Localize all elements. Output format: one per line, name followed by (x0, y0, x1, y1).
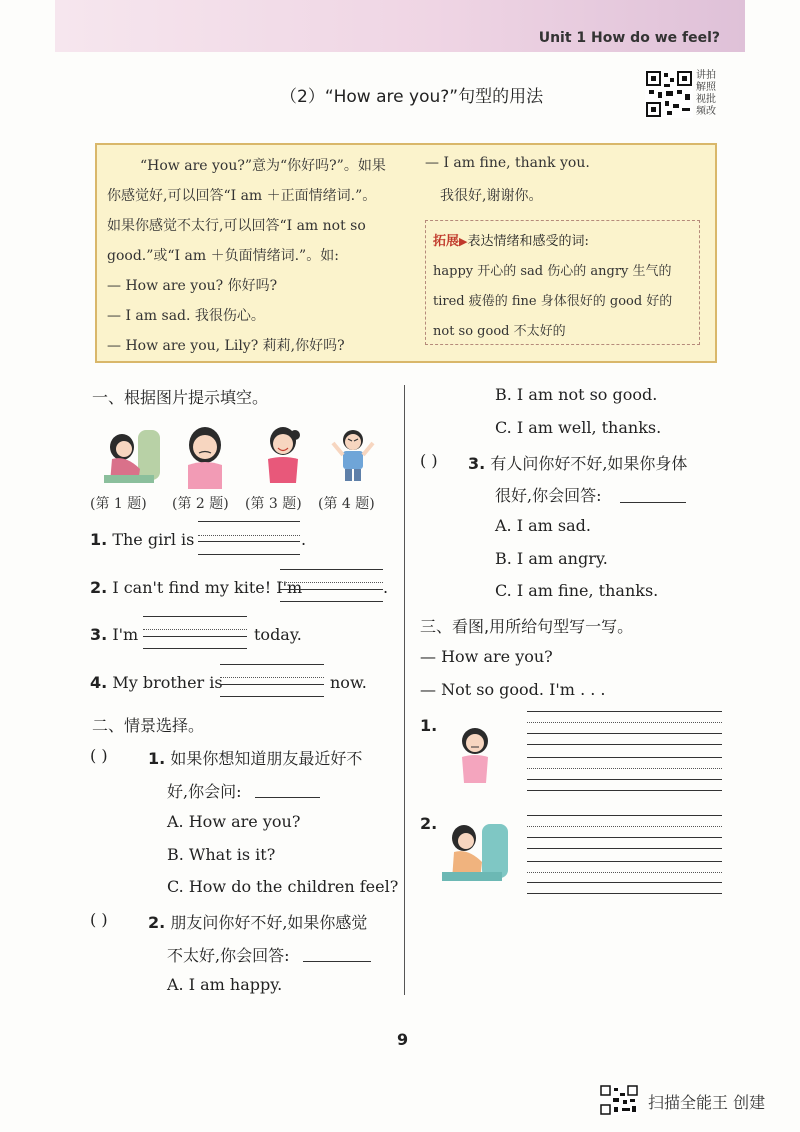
answer-line (280, 582, 383, 583)
choice-q2-stem: 2. 朋友问你好不好,如果你感觉 (148, 913, 368, 932)
page-number: 9 (397, 1030, 409, 1049)
part1-heading: 一、根据图片提示填空。 (92, 388, 269, 407)
choice-option[interactable]: A. How are you? (167, 812, 301, 831)
writing-line[interactable] (527, 779, 722, 780)
answer-line[interactable] (143, 636, 247, 637)
figure-sad-girl (180, 425, 230, 493)
answer-line (198, 521, 300, 522)
figure-happy-girl (258, 425, 308, 493)
part3-item-number: 1. (420, 716, 438, 735)
figure-girl-on-sofa (98, 425, 168, 489)
choice-q2-stem-2: 不太好,你会回答: (167, 946, 290, 965)
fill-item-2-end: . (383, 578, 389, 597)
answer-line[interactable] (303, 961, 371, 962)
writing-line (527, 744, 722, 745)
figure-angry-boy (328, 425, 378, 493)
choice-q1-stem: 1. 如果你想知道朋友最近好不 (148, 749, 363, 768)
writing-line (527, 861, 722, 862)
fill-item-2: 2. I can't find my kite! I'm (90, 578, 303, 597)
intro-line: — I am sad. 我很伤心。 (107, 308, 265, 324)
choice-option[interactable]: B. I am not so good. (495, 385, 658, 404)
intro-line: — How are you, Lily? 莉莉,你好吗? (107, 338, 345, 354)
choice-option[interactable]: B. I am angry. (495, 549, 608, 568)
figure-caption: (第 4 题) (318, 496, 375, 512)
writing-line (527, 711, 722, 712)
qr-code-icon (645, 70, 693, 118)
fill-item-3: 3. I'm (90, 625, 139, 644)
writing-line[interactable] (527, 733, 722, 734)
choice-q3-stem-2: 很好,你会回答: (495, 486, 602, 505)
figure-tired-girl (450, 725, 500, 789)
writing-line[interactable] (527, 882, 722, 883)
intro-answer: — I am fine, thank you. (425, 155, 590, 171)
part3-heading: 三、看图,用所给句型写一写。 (420, 617, 634, 636)
writing-line (527, 757, 722, 758)
writing-line (527, 872, 722, 873)
choice-option[interactable]: B. What is it? (167, 845, 276, 864)
tip-title-row (433, 230, 589, 249)
writing-line (527, 826, 722, 827)
column-divider (404, 385, 405, 995)
choice-q3-paren[interactable]: ( ) (420, 451, 438, 470)
intro-line: “How are you?”意为“你好吗?”。如果 (140, 158, 386, 174)
fill-item-1-end: . (301, 530, 307, 549)
answer-line (220, 696, 324, 697)
fill-item-3-end: today. (254, 625, 302, 644)
answer-line (198, 554, 300, 555)
part3-prompt: — Not so good. I'm . . . (420, 680, 606, 699)
part3-item-number: 2. (420, 814, 438, 833)
answer-line (220, 677, 324, 678)
intro-answer-translation: 我很好,谢谢你。 (440, 188, 543, 204)
figure-girl-on-sofa-2 (438, 820, 513, 889)
answer-line[interactable] (220, 684, 324, 685)
answer-line (280, 601, 383, 602)
figure-caption: (第 3 题) (245, 496, 302, 512)
tip-title: 表达情绪和感受的词: (467, 234, 589, 249)
fill-item-1: 1. The girl is (90, 530, 195, 549)
part2-heading: 二、情景选择。 (92, 716, 205, 735)
intro-line: — How are you? 你好吗? (107, 278, 278, 294)
figure-caption: (第 1 题) (90, 496, 147, 512)
intro-line: 你感觉好,可以回答“I am ＋正面情绪词.”。 (107, 188, 377, 204)
fill-item-4: 4. My brother is (90, 673, 223, 692)
scanner-qr-icon (600, 1085, 638, 1119)
writing-line[interactable] (527, 837, 722, 838)
answer-line (220, 664, 324, 665)
section-title: （2）“How are you?”句型的用法 (280, 87, 544, 107)
tip-arrow-icon: ▶ (459, 235, 468, 248)
answer-line[interactable] (620, 502, 686, 503)
writing-line (527, 848, 722, 849)
figure-caption: (第 2 题) (172, 496, 229, 512)
choice-option[interactable]: C. I am well, thanks. (495, 418, 662, 437)
choice-option[interactable]: A. I am happy. (167, 975, 283, 994)
scanner-credit: 扫描全能王 创建 (648, 1093, 766, 1112)
writing-line (527, 790, 722, 791)
answer-line (143, 648, 247, 649)
tip-row: not so good 不太好的 (433, 324, 566, 339)
tip-tag: 拓展 (433, 234, 460, 249)
writing-line (527, 893, 722, 894)
tip-row: tired 疲倦的 fine 身体很好的 good 好的 (433, 294, 673, 309)
intro-line: 如果你感觉不太行,可以回答“I am not so (107, 218, 366, 234)
intro-line: good.”或“I am ＋负面情绪词.”。如: (107, 248, 339, 264)
writing-line (527, 815, 722, 816)
part3-prompt: — How are you? (420, 647, 553, 666)
answer-line[interactable] (198, 541, 300, 542)
choice-option[interactable]: A. I am sad. (495, 516, 592, 535)
answer-line (280, 569, 383, 570)
choice-q1-paren[interactable]: ( ) (90, 746, 108, 765)
unit-label: Unit 1 How do we feel? (538, 30, 720, 46)
choice-q1-stem-2: 好,你会问: (167, 782, 242, 801)
answer-line (198, 535, 300, 536)
writing-line (527, 768, 722, 769)
choice-q3-stem: 3. 有人问你好不好,如果你身体 (468, 454, 688, 473)
choice-q2-paren[interactable]: ( ) (90, 910, 108, 929)
tip-row: happy 开心的 sad 伤心的 angry 生气的 (433, 264, 672, 279)
writing-line (527, 722, 722, 723)
qr-caption: 讲拍 解照 视批 频改 (696, 70, 716, 117)
choice-option[interactable]: C. I am fine, thanks. (495, 581, 659, 600)
answer-line[interactable] (280, 589, 383, 590)
answer-line (143, 616, 247, 617)
fill-item-4-end: now. (330, 673, 367, 692)
answer-line (143, 629, 247, 630)
choice-option[interactable]: C. How do the children feel? (167, 877, 399, 896)
answer-line[interactable] (255, 797, 320, 798)
